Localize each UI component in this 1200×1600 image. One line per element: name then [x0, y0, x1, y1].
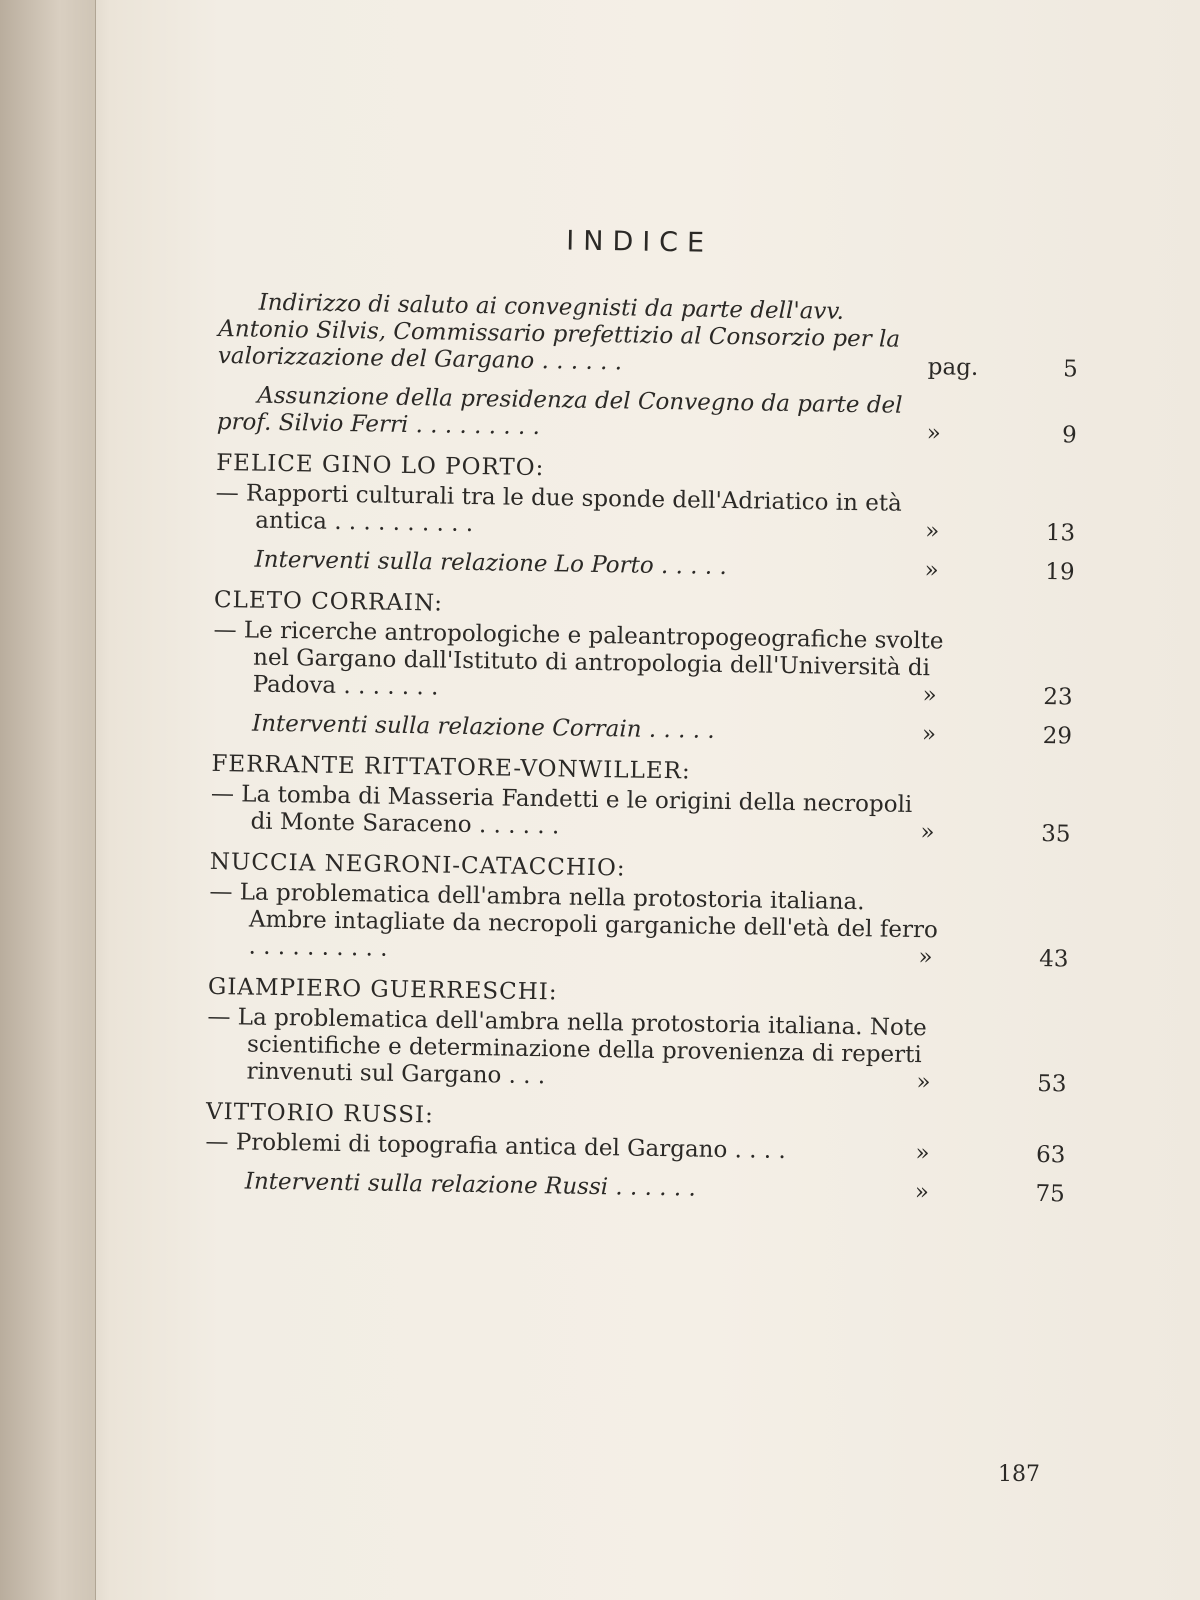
ditto-mark: » — [926, 420, 942, 447]
entry-text: — La tomba di Masseria Fandetti e le origini della necropoli di Monte Saraceno . . . . . . — [210, 780, 913, 840]
toc-title: INDICE — [566, 225, 714, 259]
page-ref — [915, 1140, 1065, 1169]
page-number-ref: 29 — [1042, 722, 1073, 750]
toc-entry — [215, 480, 1076, 548]
page-ref — [922, 682, 1072, 711]
entry-text: Interventi sulla relazione Lo Porto . . . . . — [254, 546, 728, 581]
toc-entry — [212, 617, 1073, 711]
page-ref — [925, 518, 1075, 547]
toc-subentry — [205, 1168, 1065, 1209]
toc-entry-intro-2 — [217, 382, 1078, 450]
page-ref — [927, 420, 1077, 449]
ditto-mark: » — [922, 682, 937, 709]
entry-text: — Problemi di topografia antica del Gargano . . . . — [205, 1128, 786, 1165]
toc-entry — [206, 1004, 1067, 1098]
ditto-mark: » — [920, 819, 935, 846]
page-ref — [920, 819, 1070, 848]
page-number-ref: 43 — [1039, 945, 1069, 973]
page-number-ref: 19 — [1045, 559, 1075, 586]
page-number-ref: 53 — [1037, 1070, 1067, 1098]
entry-text: — Le ricerche antropologiche e paleantropogeografiche svolte nel Gargano dall'Istituto di antropologia dell'Università di Padova . . . . . . . — [213, 616, 944, 701]
page-ref — [915, 1179, 1065, 1208]
ditto-mark: » — [914, 1179, 930, 1206]
page-ref — [924, 557, 1074, 586]
entry-text: — Rapporti culturali tra le due sponde dell'Adriatico in età antica . . . . . . . . . . — [215, 479, 903, 538]
page-number-ref: 63 — [1035, 1141, 1066, 1169]
author-heading: GIAMPIERO GUERRESCHI: — [207, 973, 558, 1006]
page-label: pag. — [927, 354, 979, 381]
ditto-mark: » — [915, 1140, 930, 1167]
page-number-ref: 35 — [1040, 820, 1071, 848]
page-number: 187 — [998, 1462, 1040, 1487]
facing-page-edge — [0, 0, 96, 1600]
page-number-ref: 13 — [1045, 520, 1076, 547]
page-number-ref: 5 — [1062, 356, 1078, 383]
entry-text: Assunzione della presidenza del Convegno da parte del prof. Silvio Ferri . . . . . . . . . — [216, 382, 903, 441]
toc-subentry — [212, 710, 1072, 751]
table-of-contents — [204, 220, 1079, 1220]
page-ref — [916, 1069, 1066, 1098]
ditto-mark: » — [916, 1069, 931, 1096]
entry-text: Interventi sulla relazione Corrain . . . . . — [251, 710, 715, 744]
author-heading: FERRANTE RITTATORE-VONWILLER: — [211, 750, 691, 785]
author-heading: CLETO CORRAIN: — [213, 586, 444, 617]
toc-entry — [210, 781, 1071, 849]
entry-text: — La problematica dell'ambra nella protostoria italiana. Note scientifiche e determinazione della provenienza di reperti rinvenuti sul Gargano . . . — [207, 1003, 927, 1090]
toc-entry — [208, 879, 1069, 973]
author-heading: VITTORIO RUSSI: — [205, 1098, 435, 1129]
ditto-mark: » — [918, 944, 933, 971]
entry-text: — La problematica dell'ambra nella protostoria italiana. Ambre intagliate da necropoli garganiche dell'età del ferro . . . . . . . . . . — [209, 878, 938, 962]
toc-subentry — [214, 546, 1074, 587]
page-number-ref: 75 — [1035, 1180, 1066, 1208]
ditto-mark: » — [924, 557, 939, 584]
ditto-mark: » — [921, 721, 937, 748]
page-ref — [922, 721, 1072, 750]
page-number-ref: 9 — [1061, 422, 1077, 449]
toc-entry-intro-1 — [218, 289, 1079, 383]
ditto-mark: » — [924, 518, 940, 545]
author-heading: NUCCIA NEGRONI-CATACCHIO: — [209, 848, 626, 882]
page-number-ref: 23 — [1043, 683, 1073, 711]
page-ref — [918, 944, 1068, 973]
entry-text: Interventi sulla relazione Russi . . . . . . — [244, 1168, 697, 1202]
author-heading: FELICE GINO LO PORTO: — [215, 449, 545, 482]
entry-text: Indirizzo di saluto ai convegnisti da parte dell'avv. Antonio Silvis, Commissario prefettizio al Consorzio per la valorizzazione del Gargano . . . . . . — [217, 289, 901, 376]
page-ref — [928, 354, 1078, 383]
